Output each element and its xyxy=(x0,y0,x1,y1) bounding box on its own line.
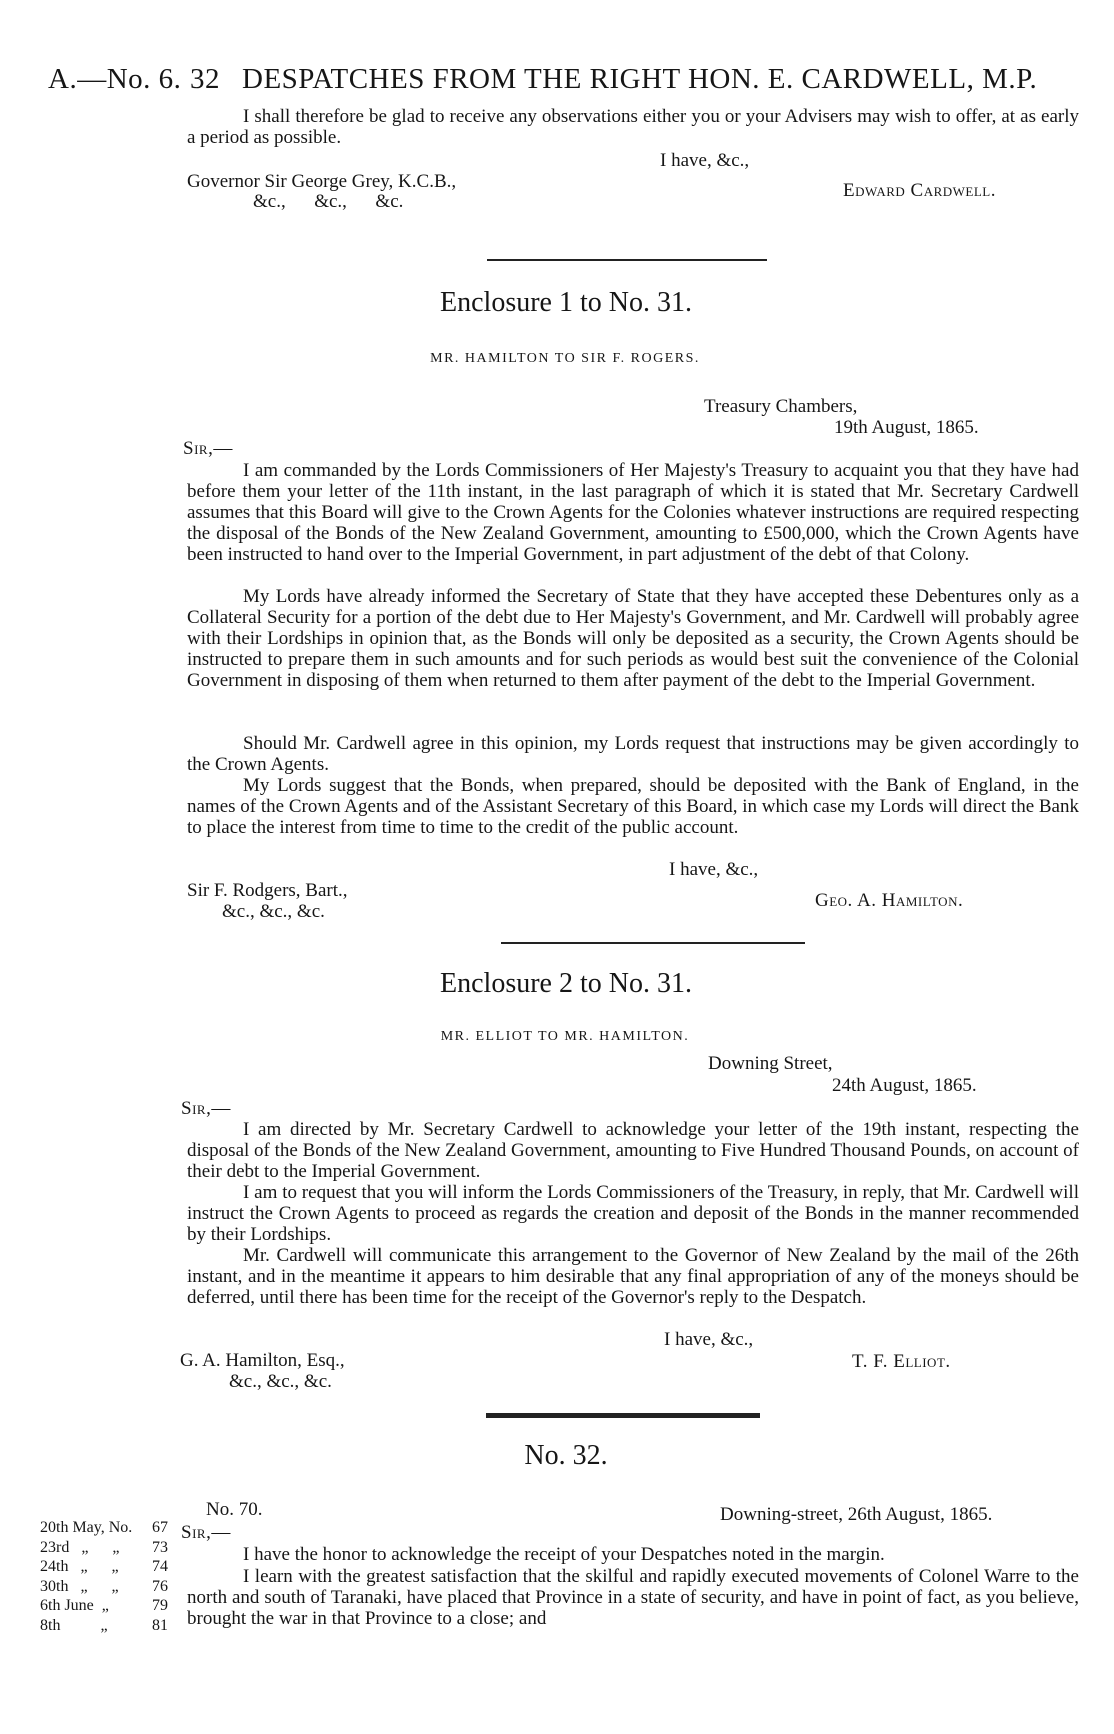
section-divider-thick xyxy=(486,1413,760,1418)
enclosure-1-salutation: Sir,— xyxy=(183,438,233,459)
top-letter-closing: I have, &c., xyxy=(660,150,750,171)
enclosure-2-addressee-etc: &c., &c., &c. xyxy=(229,1371,332,1392)
top-letter-signature: Edward Cardwell. xyxy=(843,180,996,201)
enclosure-1-addressee-etc: &c., &c., &c. xyxy=(222,901,325,922)
margin-note: 24th „ „ 74 xyxy=(40,1558,168,1575)
enclosure-1-date: 19th August, 1865. xyxy=(834,417,979,438)
no-32-reference: No. 70. xyxy=(206,1499,263,1520)
margin-note: 23rd „ „ 73 xyxy=(40,1538,168,1556)
enclosure-2-closing: I have, &c., xyxy=(664,1329,754,1350)
no-32-paragraph-1: I have the honor to acknowledge the receipt of your Despatches noted in the margin. xyxy=(243,1544,885,1565)
enclosure-2-heading: Enclosure 2 to No. 31. xyxy=(440,968,692,999)
top-letter-addressee-etc: &c., &c., &c. xyxy=(253,191,404,212)
no-32-paragraph-2: I learn with the greatest satisfaction that the skilful and rapidly executed movements of Colonel Warre to the north and south of Taranaki, have placed that Province in a state of security, and have in point of fact, as you believe, brought the war in that Province to a close; and xyxy=(187,1566,1079,1629)
enclosure-2-date: 24th August, 1865. xyxy=(832,1075,977,1096)
margin-note: 8th „ 81 xyxy=(40,1616,168,1634)
enclosure-2-signature: T. F. Elliot. xyxy=(852,1351,951,1372)
section-divider xyxy=(501,942,805,944)
no-32-salutation: Sir,— xyxy=(181,1522,231,1543)
no-32-place-date: Downing-street, 26th August, 1865. xyxy=(720,1504,993,1525)
enclosure-2-paragraph-2: I am to request that you will inform the Lords Commissioners of the Treasury, in reply, that Mr. Cardwell will instruct the Crown Agents to proceed as regards the creation and deposit of the Bonds in the manner recommended by their Lordships. xyxy=(187,1182,1079,1245)
margin-note: 20th May, No. 67 xyxy=(40,1519,168,1536)
enclosure-1-paragraph-3: Should Mr. Cardwell agree in this opinion, my Lords request that instructions may be given accordingly to the Crown Agents. xyxy=(187,733,1079,775)
enclosure-2-subheading: MR. ELLIOT TO MR. HAMILTON. xyxy=(440,1029,690,1044)
section-divider xyxy=(487,259,767,261)
enclosure-2-addressee: G. A. Hamilton, Esq., xyxy=(180,1350,345,1371)
enclosure-2-paragraph-3: Mr. Cardwell will communicate this arrangement to the Governor of New Zealand by the mail of the 26th instant, and in the meantime it appears to him desirable that any final appropriation of any of the moneys should be deferred, until there has been time for the receipt of the Governor's reply to the Despatch. xyxy=(187,1245,1079,1308)
margin-note: 30th „ „ 76 xyxy=(40,1577,168,1595)
page-number: 32 xyxy=(190,63,220,95)
enclosure-1-signature: Geo. A. Hamilton. xyxy=(815,890,964,911)
enclosure-2-paragraph-1: I am directed by Mr. Secretary Cardwell to acknowledge your letter of the 19th instant, respecting the disposal of the Bonds of the New Zealand Government, amounting to Five Hundred Thousand Pounds, on account of their debt to the Imperial Government. xyxy=(187,1119,1079,1182)
enclosure-1-paragraph-2: My Lords have already informed the Secretary of State that they have accepted these Debentures only as a Collateral Security for a portion of the debt due to Her Majesty's Government, and Mr. Cardwell will probably agree with their Lordships in opinion that, as the Bonds will only be deposited as a security, the Crown Agents should be instructed to prepare them in such amounts and for such periods as would best suit the convenience of the Colonial Government in disposing of them when returned to them after payment of the debt to the Imperial Government. xyxy=(187,586,1079,691)
top-letter-addressee: Governor Sir George Grey, K.C.B., xyxy=(187,171,457,192)
enclosure-1-paragraph-1: I am commanded by the Lords Commissioners of Her Majesty's Treasury to acquaint you that they have had before them your letter of the 11th instant, in the last paragraph of which it is stated that Mr. Secretary Cardwell assumes that this Board will give to the Crown Agents for the Colonies whatever instructions are required respecting the disposal of the Bonds of the New Zealand Government, amounting to £500,000, which the Crown Agents have been instructed to hand over to the Imperial Government, in part adjustment of the debt of that Colony. xyxy=(187,460,1079,565)
header-reference: A.—No. 6. xyxy=(48,63,182,95)
enclosure-1-heading: Enclosure 1 to No. 31. xyxy=(440,287,692,318)
enclosure-1-paragraph-4: My Lords suggest that the Bonds, when prepared, should be deposited with the Bank of England, in the names of the Crown Agents and of the Assistant Secretary of this Board, in which case my Lords will direct the Bank to place the interest from time to time to the credit of the public account. xyxy=(187,775,1079,838)
enclosure-1-subheading: MR. HAMILTON TO SIR F. ROGERS. xyxy=(430,351,700,366)
enclosure-1-addressee: Sir F. Rodgers, Bart., xyxy=(187,880,348,901)
enclosure-2-salutation: Sir,— xyxy=(181,1098,231,1119)
top-letter-body: I shall therefore be glad to receive any observations either you or your Advisers may wish to offer, at as early a period as possible. xyxy=(187,106,1079,148)
margin-notes xyxy=(40,1518,168,1635)
margin-note: 6th June „ 79 xyxy=(40,1597,168,1614)
page-header xyxy=(48,62,1068,96)
no-32-heading: No. 32. xyxy=(524,1440,608,1471)
enclosure-1-closing: I have, &c., xyxy=(669,859,759,880)
header-title: DESPATCHES FROM THE RIGHT HON. E. CARDWELL, M.P. xyxy=(242,63,1038,95)
enclosure-2-place: Downing Street, xyxy=(708,1053,833,1074)
enclosure-1-place: Treasury Chambers, xyxy=(704,396,858,417)
